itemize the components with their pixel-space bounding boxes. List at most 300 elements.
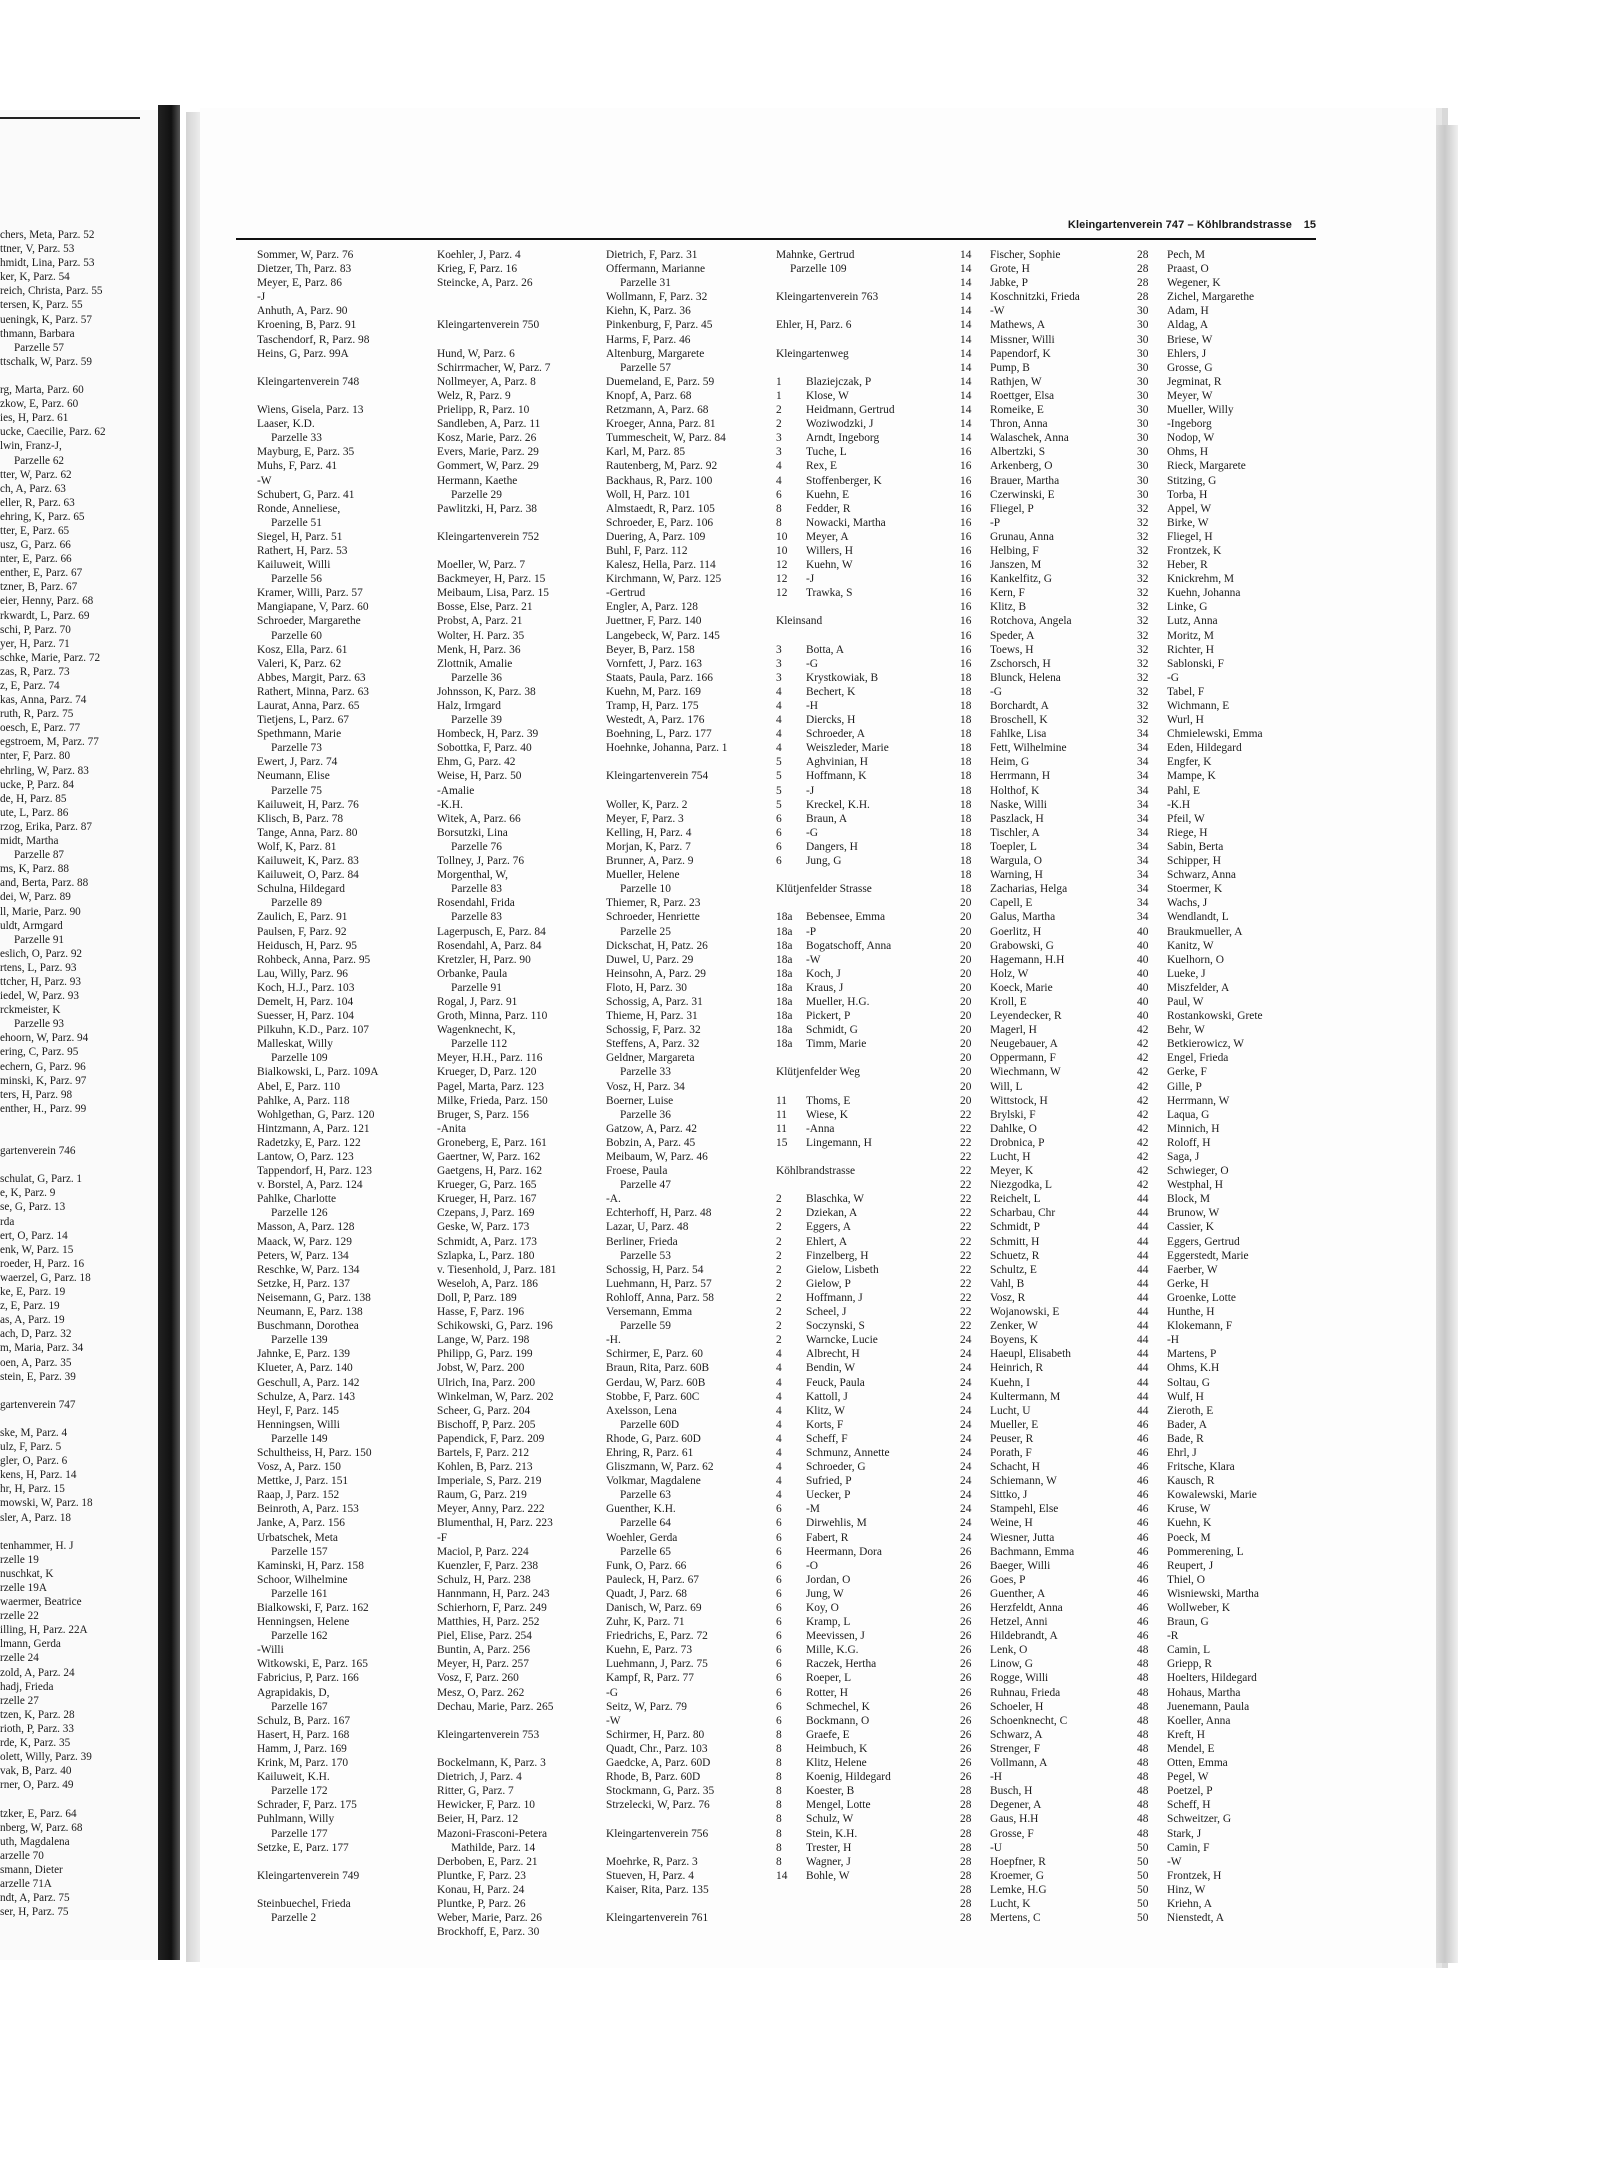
address-entry (776, 1009, 895, 1023)
resident-name: Blunck, Helena (990, 671, 1061, 684)
resident-name: Holthof, K (990, 784, 1040, 797)
house-number: 14 (960, 263, 972, 276)
directory-entry: Parzelle 57 (14, 341, 65, 354)
house-number: 28 (1137, 291, 1149, 304)
address-entry (776, 1784, 895, 1798)
directory-entry: Brunner, A, Parz. 9 (606, 855, 694, 868)
house-number: 32 (1137, 657, 1149, 670)
resident-name: Baeger, Willi (990, 1559, 1051, 1572)
directory-entry: Abbes, Margit, Parz. 63 (257, 671, 366, 684)
address-entry (776, 1404, 895, 1418)
resident-name: Heermann, Dora (806, 1545, 882, 1558)
resident-name: Ruhnau, Frieda (990, 1686, 1061, 1699)
resident-name: Mahnke, Gertrud (776, 249, 855, 261)
address-entry (1137, 502, 1263, 516)
house-number: 28 (1137, 277, 1149, 290)
directory-entry: echern, G, Parz. 96 (0, 1060, 86, 1073)
resident-name: Eggers, Gertrud (1167, 1235, 1240, 1248)
directory-entry: Spethmann, Marie (257, 728, 342, 741)
resident-name: Trester, H (806, 1841, 852, 1854)
directory-entry: Doll, P, Parz. 189 (437, 1291, 517, 1304)
street-heading: Klütjenfelder Weg (776, 1066, 860, 1079)
directory-entry: rner, O, Parz. 49 (0, 1779, 74, 1792)
address-entry (960, 1643, 1080, 1657)
directory-entry: Borsutzki, Lina (437, 826, 508, 839)
house-number: 4 (776, 742, 782, 755)
address-entry (776, 840, 895, 854)
directory-entry: ucke, Caecilie, Parz. 62 (0, 426, 106, 439)
directory-entry: Dietzer, Th, Parz. 83 (257, 263, 352, 276)
section-heading: Kleingartenverein 748 (257, 375, 360, 388)
directory-entry: Staats, Paula, Parz. 166 (606, 671, 713, 684)
col2-spacer (437, 290, 557, 304)
house-number: 16 (960, 573, 972, 586)
address-entry (960, 1178, 1080, 1192)
street-heading: Kleingartenverein 763 (776, 291, 879, 304)
directory-entry: reich, Christa, Parz. 55 (0, 285, 103, 298)
house-number: 50 (1137, 1883, 1149, 1896)
directory-entry: Scheer, G, Parz. 204 (437, 1404, 531, 1417)
address-entry (776, 262, 895, 276)
directory-entry: ies, H, Parz. 61 (0, 412, 69, 425)
resident-name: Kausch, R (1167, 1475, 1215, 1488)
directory-entry: Guenther, K.H. (606, 1503, 676, 1516)
house-number: 46 (1137, 1489, 1149, 1502)
house-number: 18 (960, 700, 972, 712)
directory-entry: Wollmann, F, Parz. 32 (606, 291, 708, 304)
house-number: 18 (960, 714, 972, 727)
address-entry (776, 1488, 895, 1502)
resident-name: Faerber, W (1167, 1263, 1218, 1276)
directory-entry: Bobzin, A, Parz. 45 (606, 1136, 696, 1149)
house-number: 8 (776, 1757, 782, 1770)
directory-entry: Parzelle 31 (620, 277, 671, 290)
directory-entry: e, K, Parz. 9 (0, 1187, 56, 1200)
directory-entry: Parzelle 33 (620, 1066, 671, 1079)
directory-entry: Papendick, F, Parz. 209 (437, 1432, 545, 1445)
directory-entry: gler, O, Parz. 6 (0, 1455, 68, 1468)
col2-spacer (437, 333, 557, 347)
address-entry (960, 1065, 1080, 1079)
address-entry (1137, 262, 1263, 276)
address-entry (960, 1827, 1080, 1841)
resident-name: Fedder, R (806, 502, 851, 515)
address-entry (960, 643, 1080, 657)
directory-entry: Juettner, F, Parz. 140 (606, 615, 702, 628)
address-entry (1137, 812, 1263, 826)
address-entry (1137, 1305, 1263, 1319)
spacer (776, 304, 895, 318)
house-number: 28 (960, 1912, 972, 1925)
resident-name: Kuehn, Johanna (1167, 587, 1241, 600)
resident-name: Pech, M (1167, 249, 1205, 261)
address-entry (776, 981, 895, 995)
directory-entry: Ehring, R, Parz. 61 (606, 1446, 694, 1459)
house-number: 22 (960, 1291, 972, 1304)
house-number: 42 (1137, 1108, 1149, 1121)
directory-entry: rzelle 27 (0, 1694, 39, 1707)
resident-name: Schwieger, O (1167, 1165, 1229, 1178)
resident-name: Blaziejczak, P (806, 375, 872, 388)
address-entry (960, 953, 1080, 967)
house-number: 11 (776, 1094, 787, 1107)
resident-name: Kultermann, M (990, 1390, 1061, 1403)
address-entry (1137, 1474, 1263, 1488)
street-heading: Kleingartenweg (776, 347, 849, 360)
address-entry (1137, 925, 1263, 939)
resident-name: Capell, E (990, 897, 1033, 910)
house-number: 28 (960, 1897, 972, 1910)
address-entry (1137, 586, 1263, 600)
left-spacer (0, 369, 106, 383)
house-number: 22 (960, 1108, 972, 1121)
address-entry (1137, 530, 1263, 544)
resident-name: Miszfelder, A (1167, 981, 1230, 994)
directory-entry: rzelle 19A (0, 1582, 47, 1594)
address-entry (960, 1404, 1080, 1418)
directory-entry: Thiemer, R, Parz. 23 (606, 897, 701, 910)
directory-entry: Parzelle 91 (451, 981, 502, 994)
address-entry (960, 1108, 1080, 1122)
address-entry (1137, 1249, 1263, 1263)
house-number: 8 (776, 1827, 782, 1840)
directory-entry: Gaedcke, A, Parz. 60D (606, 1757, 711, 1770)
resident-name: Klokemann, F (1167, 1320, 1233, 1333)
directory-entry: Neumann, E, Parz. 138 (257, 1306, 363, 1319)
house-number: 40 (1137, 1010, 1149, 1023)
address-entry (1137, 1897, 1263, 1911)
directory-entry: Geschull, A, Parz. 142 (257, 1376, 360, 1389)
directory-entry: oen, A, Parz. 35 (0, 1356, 72, 1369)
house-number: 20 (960, 953, 972, 966)
house-number: 48 (1137, 1813, 1149, 1826)
resident-name: Lenk, O (990, 1644, 1028, 1657)
house-number: 40 (1137, 995, 1149, 1008)
address-entry (1137, 1178, 1263, 1192)
house-number: 22 (960, 1193, 972, 1206)
resident-name: Will, L (990, 1080, 1023, 1093)
address-entry (1137, 1037, 1263, 1051)
directory-entry: Parzelle 112 (451, 1038, 508, 1051)
resident-name: Betkierowicz, W (1167, 1038, 1244, 1051)
left-page-text-column (0, 228, 106, 1919)
house-number: 50 (1137, 1897, 1149, 1910)
directory-entry: -Gertrud (606, 587, 646, 600)
resident-name: Jegminat, R (1167, 375, 1222, 388)
house-number: 2 (776, 404, 782, 417)
house-number: 12 (776, 573, 788, 586)
directory-entry: Echterhoff, H, Parz. 48 (606, 1207, 712, 1220)
address-entry (776, 995, 895, 1009)
directory-entry: ll, Marie, Parz. 90 (0, 905, 81, 918)
directory-entry: vak, B, Parz. 40 (0, 1765, 72, 1778)
address-entry (960, 1559, 1080, 1573)
col3-spacer (606, 1841, 727, 1855)
address-entry (960, 1812, 1080, 1826)
address-entry (960, 572, 1080, 586)
address-entry (1137, 1361, 1263, 1375)
house-number: 6 (776, 1587, 782, 1600)
address-entry (776, 643, 895, 657)
house-number: 2 (776, 1235, 782, 1248)
directory-entry: z, E, Parz. 74 (0, 680, 60, 692)
directory-entry: Hewicker, F, Parz. 10 (437, 1799, 535, 1812)
resident-name: Herzfeldt, Anna (990, 1602, 1063, 1614)
address-entry (960, 586, 1080, 600)
directory-entry: waermer, Beatrice (0, 1596, 82, 1609)
directory-entry: minski, K, Parz. 97 (0, 1074, 87, 1087)
address-entry (776, 318, 895, 332)
directory-entry: Schoor, Wilhelmine (257, 1573, 348, 1586)
directory-entry: nter, F, Parz. 80 (0, 750, 71, 763)
directory-entry: Schulz, H, Parz. 238 (437, 1573, 531, 1586)
resident-name: Sittko, J (990, 1489, 1028, 1502)
address-entry (1137, 347, 1263, 361)
directory-column-3 (606, 248, 727, 1925)
left-spacer (0, 1412, 106, 1426)
house-number: 34 (1137, 728, 1149, 741)
resident-name: Schmunz, Annette (806, 1446, 890, 1459)
address-entry (960, 1333, 1080, 1347)
resident-name: Eden, Hildegard (1167, 742, 1242, 755)
directory-entry: rg, Marta, Parz. 60 (0, 384, 84, 397)
address-entry (960, 1714, 1080, 1728)
address-entry (1137, 1728, 1263, 1742)
house-number: 22 (960, 1179, 972, 1192)
directory-entry: Taschendorf, R, Parz. 98 (257, 333, 370, 346)
directory-entry: Kaminski, H, Parz. 158 (257, 1559, 364, 1572)
house-number: 22 (960, 1306, 972, 1319)
house-number: 24 (960, 1503, 972, 1516)
house-number: 4 (776, 1404, 782, 1417)
address-entry (1137, 995, 1263, 1009)
directory-entry: Beyer, B, Parz. 158 (606, 643, 695, 656)
address-entry (776, 572, 895, 586)
directory-entry: Suesser, H, Parz. 104 (257, 1010, 354, 1023)
resident-name: Schultz, E (990, 1263, 1037, 1276)
house-number: 24 (960, 1334, 972, 1347)
directory-entry: Setzke, E, Parz. 177 (257, 1841, 349, 1854)
directory-entry: Lau, Willy, Parz. 96 (257, 967, 348, 980)
directory-entry: Beinroth, A, Parz. 153 (257, 1503, 359, 1516)
directory-entry: Schroeder, Margarethe (257, 615, 361, 628)
address-entry (776, 1827, 895, 1841)
house-number: 6 (776, 1616, 782, 1629)
house-number: 30 (1137, 319, 1149, 332)
directory-entry: Vosz, F, Parz. 260 (437, 1672, 519, 1685)
directory-entry: ert, O, Parz. 14 (0, 1229, 68, 1242)
address-entry (1137, 798, 1263, 812)
resident-name: Magerl, H (990, 1024, 1037, 1037)
address-entry (1137, 318, 1263, 332)
house-number: 24 (960, 1418, 972, 1431)
address-entry (960, 1051, 1080, 1065)
resident-name: Wisniewski, Martha (1167, 1587, 1259, 1600)
house-number: 48 (1137, 1686, 1149, 1699)
resident-name: -M (806, 1503, 820, 1516)
directory-entry: stein, E, Parz. 39 (0, 1370, 76, 1383)
house-number: 42 (1137, 1038, 1149, 1051)
resident-name: Frontzek, H (1167, 1869, 1222, 1882)
resident-name: Wollweber, K (1167, 1602, 1231, 1614)
resident-name: Lucht, K (990, 1897, 1031, 1910)
directory-entry: Parzelle 10 (620, 883, 671, 896)
house-number: 42 (1137, 1024, 1149, 1037)
address-entry (960, 1263, 1080, 1277)
house-number: 20 (960, 995, 972, 1008)
address-entry (960, 262, 1080, 276)
directory-entry: -W (606, 1714, 621, 1727)
house-number: 16 (960, 643, 972, 656)
house-number: 46 (1137, 1602, 1149, 1614)
house-number: 24 (960, 1489, 972, 1502)
directory-entry: Parzelle 93 (14, 1018, 65, 1031)
directory-entry: Mazoni-Frasconi-Petera (437, 1827, 548, 1840)
address-entry (776, 1671, 895, 1685)
address-entry (1137, 1065, 1263, 1079)
address-entry (960, 1319, 1080, 1333)
directory-entry: Gaetgens, H, Parz. 162 (437, 1165, 543, 1178)
resident-name: Zenker, W (990, 1320, 1039, 1333)
house-number: 8 (776, 1742, 782, 1755)
directory-entry: egstroem, M, Parz. 77 (0, 736, 99, 749)
address-entry (960, 967, 1080, 981)
address-entry (960, 840, 1080, 854)
house-number: 4 (776, 728, 782, 741)
directory-entry: Meyer, E, Parz. 86 (257, 277, 342, 290)
directory-entry: Parzelle 63 (620, 1489, 671, 1502)
resident-name: Lingemann, H (806, 1136, 872, 1149)
resident-name: Oppermann, F (990, 1052, 1056, 1065)
resident-name: -G (806, 657, 819, 670)
resident-name: Grote, H (990, 263, 1030, 276)
resident-name: Vosz, R (990, 1291, 1026, 1304)
directory-entry: ms, K, Parz. 88 (0, 863, 69, 876)
house-number: 14 (960, 249, 972, 261)
address-entry (776, 544, 895, 558)
resident-name: Hagemann, H.H (990, 953, 1065, 966)
house-number: 30 (1137, 446, 1149, 459)
house-number: 28 (960, 1799, 972, 1812)
directory-entry: rckmeister, K (0, 1004, 61, 1017)
resident-name: Soczynski, S (806, 1320, 865, 1333)
directory-entry: Zuhr, K, Parz. 71 (606, 1616, 685, 1629)
resident-name: Czerwinski, E (990, 488, 1055, 501)
house-number: 22 (960, 1207, 972, 1220)
address-entry (1137, 868, 1263, 882)
directory-entry: Groth, Minna, Parz. 110 (437, 1010, 548, 1023)
house-number: 18 (960, 826, 972, 839)
resident-name: Gielow, Lisbeth (806, 1263, 879, 1276)
spacer (776, 600, 895, 614)
house-number: 46 (1137, 1432, 1149, 1445)
resident-name: Schmidt, P (990, 1221, 1041, 1234)
resident-name: Meevissen, J (806, 1630, 865, 1643)
address-entry (1137, 1629, 1263, 1643)
address-entry (960, 1235, 1080, 1249)
house-number: 46 (1137, 1418, 1149, 1431)
address-entry (1137, 1136, 1263, 1150)
directory-entry: Bischoff, P, Parz. 205 (437, 1418, 536, 1431)
left-spacer (0, 1116, 106, 1130)
address-entry (960, 995, 1080, 1009)
resident-name: Kraus, J (806, 981, 844, 994)
address-entry (960, 1545, 1080, 1559)
house-number: 2 (776, 1221, 782, 1234)
address-entry (1137, 629, 1263, 643)
house-number: 24 (960, 1446, 972, 1459)
directory-entry: ttner, V, Parz. 53 (0, 243, 75, 256)
resident-name: Naske, Willi (990, 798, 1047, 811)
resident-name: Dirwehlis, M (806, 1517, 867, 1530)
directory-entry: Mesz, O, Parz. 262 (437, 1686, 525, 1699)
resident-name: Eggers, A (806, 1221, 851, 1234)
house-number: 8 (776, 1771, 782, 1784)
house-number: 26 (960, 1545, 972, 1558)
house-number: 14 (960, 347, 972, 360)
resident-name: Jordan, O (806, 1573, 851, 1586)
resident-name: Brylski, F (990, 1108, 1036, 1121)
house-number: 6 (776, 488, 782, 501)
address-entry (960, 304, 1080, 318)
house-number: 34 (1137, 869, 1149, 882)
directory-entry: Rhode, G, Parz. 60D (606, 1432, 701, 1445)
resident-name: Kowalewski, Marie (1167, 1489, 1257, 1502)
house-number: 14 (960, 389, 972, 402)
address-entry (1137, 1573, 1263, 1587)
resident-name: Drobnica, P (990, 1136, 1045, 1149)
resident-name: -P (806, 925, 817, 938)
address-entry (1137, 1827, 1263, 1841)
directory-entry: enther, H., Parz. 99 (0, 1102, 87, 1115)
directory-entry: Hoehnke, Johanna, Parz. 1 (606, 742, 728, 755)
directory-entry: Kiehn, K, Parz. 36 (606, 305, 691, 318)
address-entry (776, 1347, 895, 1361)
address-entry (776, 1094, 895, 1108)
address-entry (776, 826, 895, 840)
directory-entry: -K.H. (437, 798, 463, 811)
address-entry (1137, 1855, 1263, 1869)
directory-entry: Parzelle 51 (271, 516, 322, 529)
resident-name: Vahl, B (990, 1277, 1025, 1290)
left-spacer (0, 1130, 106, 1144)
directory-entry: Siegel, H, Parz. 51 (257, 530, 343, 543)
address-entry (960, 741, 1080, 755)
address-entry (776, 1206, 895, 1220)
resident-name: Grosse, F (990, 1827, 1034, 1840)
house-number: 26 (960, 1757, 972, 1770)
directory-entry: Witek, A, Parz. 66 (437, 812, 521, 825)
house-number: 42 (1137, 1066, 1149, 1079)
address-entry (1137, 1756, 1263, 1770)
address-entry (1137, 1516, 1263, 1530)
directory-entry: Duering, A, Parz. 109 (606, 530, 706, 543)
resident-name: Camin, F (1167, 1841, 1210, 1854)
address-entry (776, 1841, 895, 1855)
house-number: 30 (1137, 375, 1149, 388)
resident-name: Scharbau, Chr (990, 1207, 1056, 1220)
house-number: 34 (1137, 855, 1149, 868)
directory-entry: Nollmeyer, A, Parz. 8 (437, 375, 536, 388)
directory-entry: Probst, A, Parz. 21 (437, 615, 523, 628)
resident-name: Riege, H (1167, 826, 1208, 839)
address-entry (1137, 1545, 1263, 1559)
house-number: 8 (776, 1799, 782, 1812)
directory-entry: Tummescheit, W, Parz. 84 (606, 432, 726, 445)
resident-name: Janszen, M (990, 559, 1042, 572)
address-entry (960, 1742, 1080, 1756)
resident-name: Kruse, W (1167, 1503, 1211, 1516)
